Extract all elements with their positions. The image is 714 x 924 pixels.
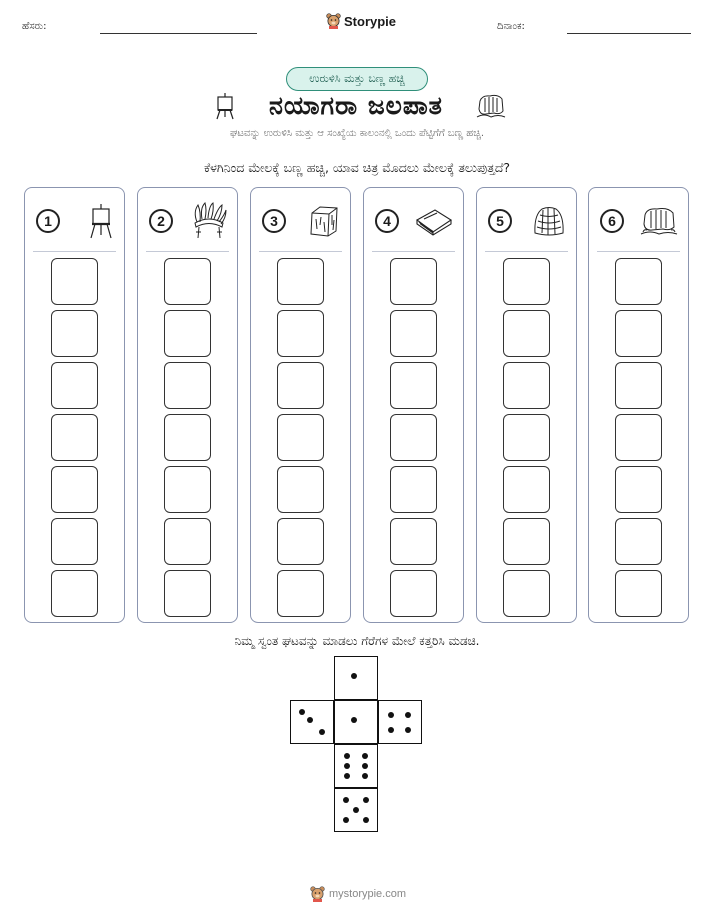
color-box[interactable]	[503, 362, 550, 409]
color-box[interactable]	[277, 466, 324, 513]
column-number: 1	[36, 209, 60, 233]
color-box[interactable]	[503, 414, 550, 461]
badge-label: ಉರುಳಿಸಿ ಮತ್ತು ಬಣ್ಣ ಹಚ್ಚಿ	[309, 72, 405, 85]
die-instruction: ನಿಮ್ಮ ಸ್ವಂತ ಘಟವನ್ನು ಮಾಡಲು ಗೆರೆಗಳ ಮೇಲೆ ಕತ್ತರಿಸಿ ಮಡಚಿ.	[234, 634, 480, 648]
date-label: ದಿನಾಂಕ:	[497, 21, 525, 32]
color-box[interactable]	[390, 258, 437, 305]
color-box[interactable]	[503, 258, 550, 305]
date-line[interactable]	[567, 33, 691, 34]
brand-name: Storypie	[344, 13, 397, 29]
column-3	[250, 187, 351, 623]
bear-mascot-icon	[310, 886, 325, 902]
color-box[interactable]	[277, 258, 324, 305]
color-box[interactable]	[503, 518, 550, 565]
color-box[interactable]	[503, 310, 550, 357]
color-box[interactable]	[51, 518, 98, 565]
color-box[interactable]	[51, 258, 98, 305]
column-5	[476, 187, 577, 623]
color-box[interactable]	[51, 414, 98, 461]
die-face-5[interactable]	[334, 788, 378, 832]
color-box[interactable]	[615, 414, 662, 461]
rock-pile-icon	[532, 205, 566, 237]
color-box[interactable]	[277, 414, 324, 461]
die-face-3[interactable]	[290, 700, 334, 744]
footer-url[interactable]: mystorypie.com	[329, 888, 407, 900]
waterfall-icon	[640, 205, 678, 237]
color-box[interactable]	[277, 310, 324, 357]
column-6	[588, 187, 689, 623]
color-box[interactable]	[51, 310, 98, 357]
color-box[interactable]	[164, 414, 211, 461]
name-label: ಹೆಸರು:	[22, 21, 47, 32]
color-box[interactable]	[164, 362, 211, 409]
worksheet-question: ಕೆಳಗಿನಿಂದ ಮೇಲಕ್ಕೆ ಬಣ್ಣ ಹಚ್ಚಿ, ಯಾವ ಚಿತ್ರ ಮೊದಲು ಮೇಲಕ್ಕೆ ತಲುಪುತ್ತದೆ?	[203, 160, 511, 175]
column-4	[363, 187, 464, 623]
color-box[interactable]	[164, 258, 211, 305]
color-box[interactable]	[615, 362, 662, 409]
book-icon	[415, 206, 453, 236]
color-box[interactable]	[390, 414, 437, 461]
color-box[interactable]	[615, 570, 662, 617]
color-box[interactable]	[615, 518, 662, 565]
column-number: 2	[149, 209, 173, 233]
name-line[interactable]	[100, 33, 257, 34]
color-box[interactable]	[164, 518, 211, 565]
column-number: 6	[600, 209, 624, 233]
color-box[interactable]	[164, 310, 211, 357]
color-box[interactable]	[277, 518, 324, 565]
column-2	[137, 187, 238, 623]
color-box[interactable]	[615, 310, 662, 357]
worksheet-subtitle: ಘಟವನ್ನು ಉರುಳಿಸಿ ಮತ್ತು ಆ ಸಂಖ್ಯೆಯ ಕಾಲಂನಲ್ಲಿ ಒಂದು ಪೆಟ್ಟಿಗೆಗೆ ಬಣ್ಣ ಹಚ್ಚಿ.	[229, 128, 485, 139]
color-box[interactable]	[164, 570, 211, 617]
roll-and-color-badge	[286, 67, 428, 91]
column-number: 5	[488, 209, 512, 233]
color-box[interactable]	[390, 362, 437, 409]
color-box[interactable]	[503, 466, 550, 513]
column-1	[24, 187, 125, 623]
easel-icon	[214, 92, 236, 120]
color-box[interactable]	[277, 362, 324, 409]
color-box[interactable]	[503, 570, 550, 617]
die-face-1[interactable]	[334, 656, 378, 700]
die-face-4[interactable]	[378, 700, 422, 744]
color-box[interactable]	[51, 362, 98, 409]
color-box[interactable]	[390, 310, 437, 357]
color-box[interactable]	[390, 570, 437, 617]
easel-icon	[88, 203, 114, 239]
column-number: 3	[262, 209, 286, 233]
color-box[interactable]	[164, 466, 211, 513]
color-box[interactable]	[615, 466, 662, 513]
die-face-1[interactable]	[334, 700, 378, 744]
die-face-6[interactable]	[334, 744, 378, 788]
color-box[interactable]	[615, 258, 662, 305]
storypie-logo	[326, 13, 396, 29]
color-box[interactable]	[390, 518, 437, 565]
column-number: 4	[375, 209, 399, 233]
footer	[310, 886, 406, 902]
waterfall-icon	[476, 93, 506, 119]
color-box[interactable]	[277, 570, 324, 617]
rock-block-icon	[308, 205, 340, 237]
page-title: ನಯಾಗರಾ ಜಲಪಾತ	[269, 91, 443, 120]
bear-mascot-icon	[326, 13, 341, 29]
color-box[interactable]	[51, 570, 98, 617]
worksheet-title	[214, 91, 506, 121]
color-box[interactable]	[390, 466, 437, 513]
color-box[interactable]	[51, 466, 98, 513]
feather-headdress-icon	[191, 202, 227, 240]
